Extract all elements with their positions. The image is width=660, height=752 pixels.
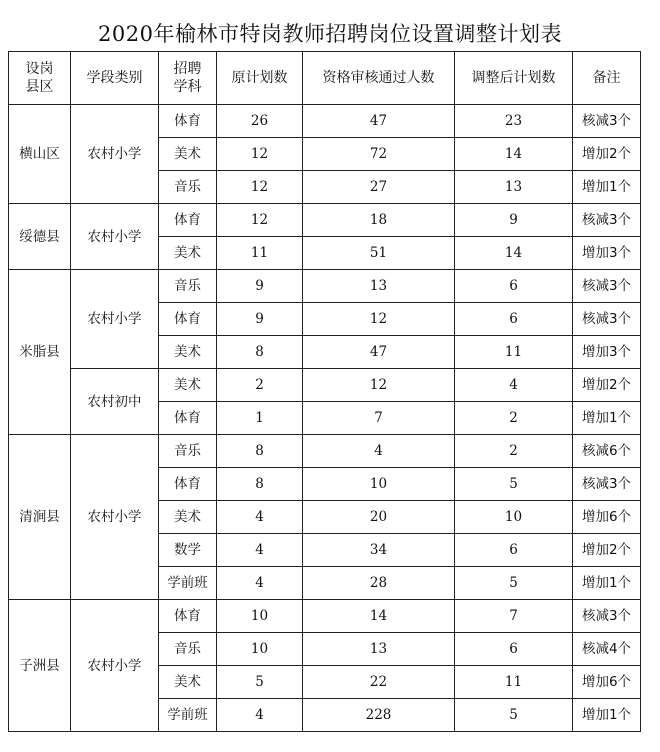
- subject-cell: 学前班: [159, 699, 217, 732]
- header-note: 备注: [573, 52, 641, 105]
- original-count-cell: 11: [217, 237, 303, 270]
- header-original: 原计划数: [217, 52, 303, 105]
- adjusted-count-cell: 11: [455, 666, 573, 699]
- adjusted-count-cell: 5: [455, 567, 573, 600]
- header-adjusted: 调整后计划数: [455, 52, 573, 105]
- subject-cell: 体育: [159, 204, 217, 237]
- passed-count-cell: 51: [303, 237, 455, 270]
- table-row: [9, 369, 641, 402]
- original-count-cell: 4: [217, 534, 303, 567]
- subject-cell: 音乐: [159, 435, 217, 468]
- adjusted-count-cell: 13: [455, 171, 573, 204]
- adjusted-count-cell: 2: [455, 402, 573, 435]
- note-cell: 核减4个: [573, 633, 641, 666]
- header-subject: [159, 52, 217, 105]
- header-county: [9, 52, 71, 105]
- passed-count-cell: 72: [303, 138, 455, 171]
- passed-count-cell: 47: [303, 105, 455, 138]
- subject-cell: 美术: [159, 666, 217, 699]
- note-cell: 增加1个: [573, 402, 641, 435]
- stage-cell: 农村初中: [71, 369, 159, 435]
- county-cell: 绥德县: [9, 204, 71, 270]
- passed-count-cell: 4: [303, 435, 455, 468]
- header-subject-line2: 学科: [173, 79, 202, 95]
- subject-cell: 体育: [159, 600, 217, 633]
- original-count-cell: 10: [217, 633, 303, 666]
- header-stage: 学段类别: [71, 52, 159, 105]
- adjusted-count-cell: 10: [455, 501, 573, 534]
- note-cell: 增加3个: [573, 237, 641, 270]
- county-cell: 清涧县: [9, 435, 71, 600]
- original-count-cell: 4: [217, 567, 303, 600]
- note-cell: 增加2个: [573, 138, 641, 171]
- county-cell: 米脂县: [9, 270, 71, 435]
- passed-count-cell: 14: [303, 600, 455, 633]
- subject-cell: 音乐: [159, 633, 217, 666]
- header-subject-line1: 招聘: [173, 61, 202, 77]
- note-cell: 核减3个: [573, 600, 641, 633]
- stage-cell: 农村小学: [71, 105, 159, 204]
- passed-count-cell: 47: [303, 336, 455, 369]
- adjusted-count-cell: 6: [455, 270, 573, 303]
- subject-cell: 美术: [159, 369, 217, 402]
- adjusted-count-cell: 11: [455, 336, 573, 369]
- subject-cell: 音乐: [159, 171, 217, 204]
- original-count-cell: 8: [217, 336, 303, 369]
- table-row: [9, 105, 641, 138]
- adjusted-count-cell: 5: [455, 699, 573, 732]
- original-count-cell: 8: [217, 435, 303, 468]
- passed-count-cell: 18: [303, 204, 455, 237]
- header-row: [9, 52, 641, 105]
- stage-cell: 农村小学: [71, 204, 159, 270]
- original-count-cell: 10: [217, 600, 303, 633]
- original-count-cell: 9: [217, 270, 303, 303]
- table-row: [9, 600, 641, 633]
- original-count-cell: 9: [217, 303, 303, 336]
- header-county-line2: 县区: [25, 79, 54, 95]
- original-count-cell: 12: [217, 204, 303, 237]
- subject-cell: 体育: [159, 105, 217, 138]
- county-cell: 子洲县: [9, 600, 71, 732]
- original-count-cell: 26: [217, 105, 303, 138]
- stage-cell: 农村小学: [71, 270, 159, 369]
- header-passed: 资格审核通过人数: [303, 52, 455, 105]
- adjusted-count-cell: 14: [455, 237, 573, 270]
- passed-count-cell: 7: [303, 402, 455, 435]
- original-count-cell: 4: [217, 501, 303, 534]
- subject-cell: 数学: [159, 534, 217, 567]
- passed-count-cell: 12: [303, 369, 455, 402]
- note-cell: 核减3个: [573, 270, 641, 303]
- original-count-cell: 12: [217, 171, 303, 204]
- note-cell: 增加2个: [573, 369, 641, 402]
- adjusted-count-cell: 6: [455, 303, 573, 336]
- note-cell: 增加6个: [573, 501, 641, 534]
- header-county-line1: 设岗: [25, 61, 54, 77]
- county-cell: 横山区: [9, 105, 71, 204]
- note-cell: 核减6个: [573, 435, 641, 468]
- passed-count-cell: 12: [303, 303, 455, 336]
- adjusted-count-cell: 4: [455, 369, 573, 402]
- passed-count-cell: 34: [303, 534, 455, 567]
- note-cell: 核减3个: [573, 105, 641, 138]
- note-cell: 增加2个: [573, 534, 641, 567]
- adjusted-count-cell: 23: [455, 105, 573, 138]
- note-cell: 增加6个: [573, 666, 641, 699]
- stage-cell: 农村小学: [71, 600, 159, 732]
- adjusted-count-cell: 7: [455, 600, 573, 633]
- note-cell: 增加1个: [573, 699, 641, 732]
- subject-cell: 美术: [159, 501, 217, 534]
- passed-count-cell: 13: [303, 633, 455, 666]
- passed-count-cell: 22: [303, 666, 455, 699]
- subject-cell: 音乐: [159, 270, 217, 303]
- original-count-cell: 4: [217, 699, 303, 732]
- passed-count-cell: 10: [303, 468, 455, 501]
- original-count-cell: 2: [217, 369, 303, 402]
- subject-cell: 美术: [159, 138, 217, 171]
- subject-cell: 体育: [159, 402, 217, 435]
- subject-cell: 美术: [159, 237, 217, 270]
- adjusted-count-cell: 5: [455, 468, 573, 501]
- subject-cell: 体育: [159, 303, 217, 336]
- subject-cell: 学前班: [159, 567, 217, 600]
- stage-cell: 农村小学: [71, 435, 159, 600]
- note-cell: 核减3个: [573, 204, 641, 237]
- passed-count-cell: 13: [303, 270, 455, 303]
- table-row: [9, 270, 641, 303]
- adjusted-count-cell: 14: [455, 138, 573, 171]
- table-row: [9, 435, 641, 468]
- subject-cell: 体育: [159, 468, 217, 501]
- original-count-cell: 12: [217, 138, 303, 171]
- table-body: [9, 105, 641, 732]
- note-cell: 核减3个: [573, 303, 641, 336]
- adjusted-count-cell: 2: [455, 435, 573, 468]
- subject-cell: 美术: [159, 336, 217, 369]
- adjusted-count-cell: 9: [455, 204, 573, 237]
- table-row: [9, 204, 641, 237]
- note-cell: 增加1个: [573, 171, 641, 204]
- adjusted-count-cell: 6: [455, 633, 573, 666]
- note-cell: 增加3个: [573, 336, 641, 369]
- passed-count-cell: 20: [303, 501, 455, 534]
- note-cell: 增加1个: [573, 567, 641, 600]
- passed-count-cell: 28: [303, 567, 455, 600]
- page-title: 2020年榆林市特岗教师招聘岗位设置调整计划表: [98, 22, 562, 46]
- passed-count-cell: 228: [303, 699, 455, 732]
- note-cell: 核减3个: [573, 468, 641, 501]
- original-count-cell: 1: [217, 402, 303, 435]
- adjusted-count-cell: 6: [455, 534, 573, 567]
- passed-count-cell: 27: [303, 171, 455, 204]
- original-count-cell: 8: [217, 468, 303, 501]
- original-count-cell: 5: [217, 666, 303, 699]
- recruitment-table: [8, 51, 641, 732]
